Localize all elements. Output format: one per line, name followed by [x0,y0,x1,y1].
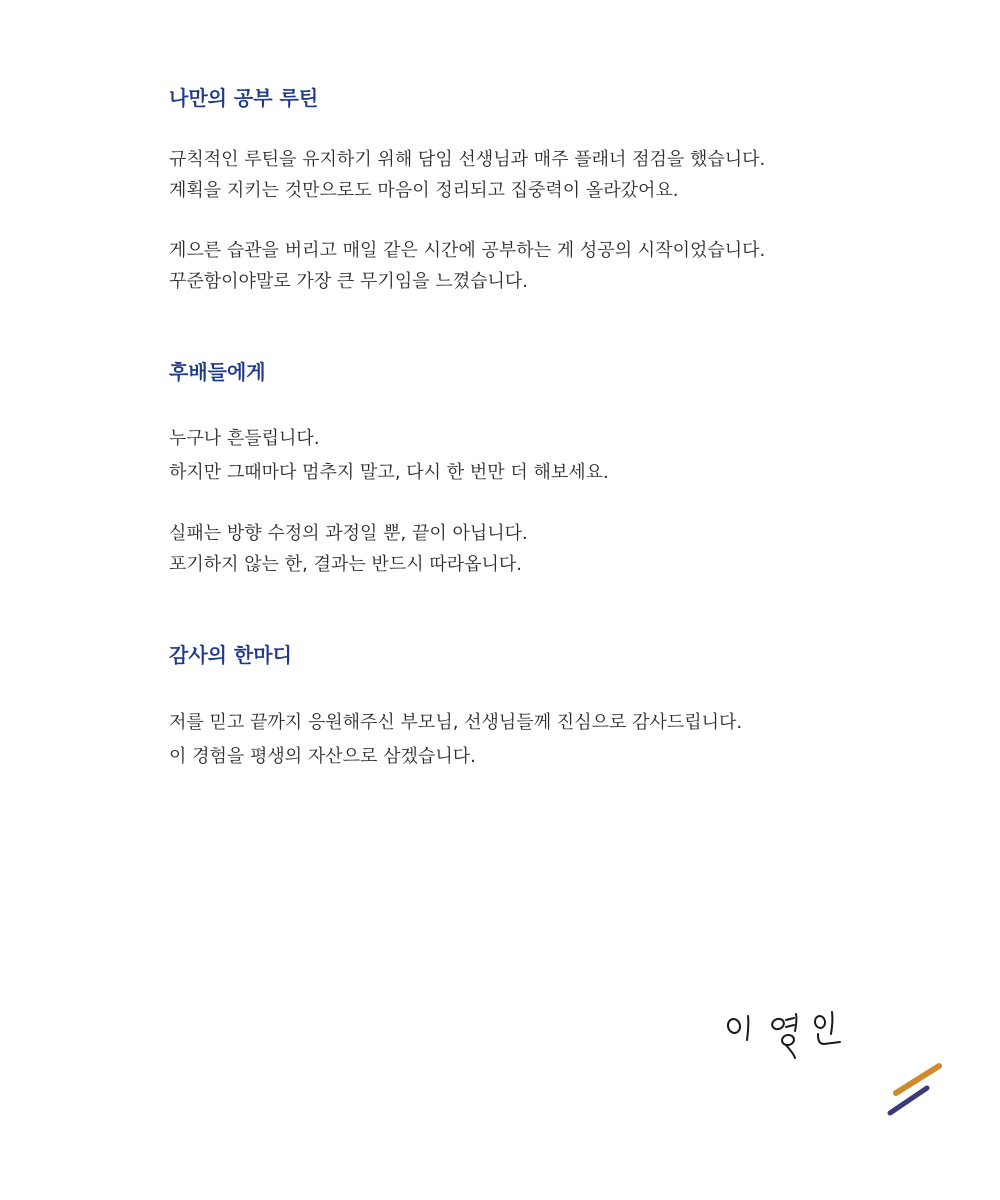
paragraph-line: 하지만 그때마다 멈추지 말고, 다시 한 번만 더 해보세요. [169,462,609,483]
paragraph-line: 꾸준함이야말로 가장 큰 무기임을 느꼈습니다. [169,271,528,292]
section-title-to-juniors: 후배들에게 [169,360,266,384]
paragraph-line: 저를 믿고 끝까지 응원해주신 부모님, 선생님들께 진심으로 감사드립니다. [169,712,743,733]
section-title-thanks: 감사의 한마디 [169,643,292,667]
paragraph-line: 누구나 흔들립니다. [169,428,320,449]
paragraph-line: 계획을 지키는 것만으로도 마음이 정리되고 집중력이 올라갔어요. [169,180,679,201]
paragraph-line: 규칙적인 루틴을 유지하기 위해 담임 선생님과 매주 플래너 점검을 했습니다. [169,149,766,170]
paragraph-line: 실패는 방향 수정의 과정일 뿐, 끝이 아닙니다. [169,523,528,544]
double-slash-accent-icon [884,1058,948,1120]
section-paragraph [169,518,528,580]
section-paragraph [169,144,765,206]
section-paragraph [169,235,765,297]
paragraph-line: 게으른 습관을 버리고 매일 같은 시간에 공부하는 게 성공의 시작이었습니다. [169,240,766,261]
section-title-study-routine: 나만의 공부 루틴 [169,86,319,110]
section-paragraph [169,707,742,772]
signature-handwritten-icon [724,1008,854,1060]
paragraph-line: 이 경험을 평생의 자산으로 삼겠습니다. [169,746,476,767]
section-paragraph [169,423,609,488]
paragraph-line: 포기하지 않는 한, 결과는 반드시 따라옵니다. [169,554,523,575]
